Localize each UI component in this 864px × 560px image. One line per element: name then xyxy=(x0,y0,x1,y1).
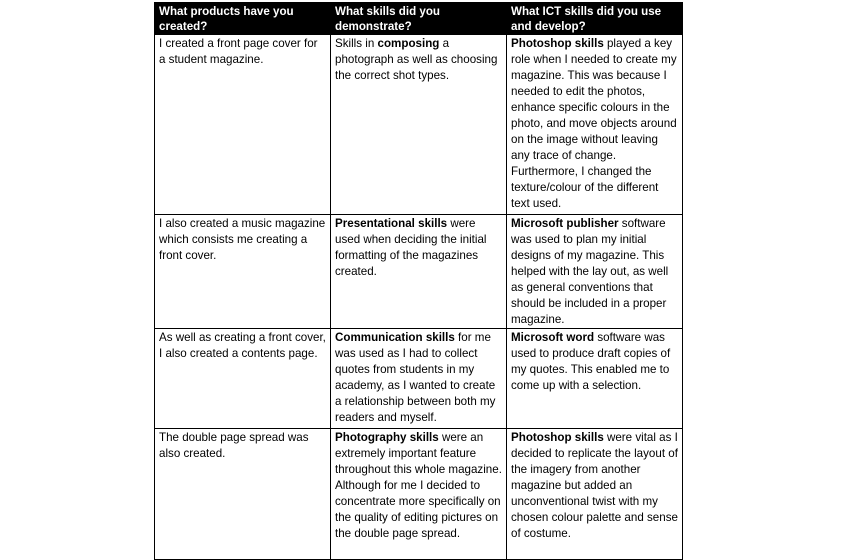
product-cell: As well as creating a front cover, I also created a contents page. xyxy=(155,329,331,429)
skills-cell xyxy=(331,215,507,329)
ict-text: software was used to plan my initial designs of my magazine. This helped with the lay out, as well as general conventions that should be included in a proper magazine. xyxy=(511,217,669,326)
skills-text: for me was used as I had to collect quotes from students in my academy, as I wanted to create a relationship between both my readers and myself. xyxy=(335,331,496,424)
ict-text: played a key role when I needed to create my magazine. This was because I needed to edit the photos, enhance specific colours in the photo, and move objects around on the image without leaving any trace of change. Furthermore, I changed the texture/colour of the different text used. xyxy=(511,37,677,210)
product-cell: I created a front page cover for a student magazine. xyxy=(155,35,331,215)
table-row xyxy=(155,429,683,560)
skills-cell xyxy=(331,35,507,215)
table-row xyxy=(155,35,683,215)
header-row xyxy=(155,3,683,35)
ict-text: were vital as I decided to replicate the layout of the imagery from another magazine but added an unconventional twist with my chosen colour palette and sense of costume. xyxy=(511,431,678,540)
header-products: What products have you created? xyxy=(155,3,331,35)
ict-skill-name: Microsoft word xyxy=(511,331,595,344)
ict-cell xyxy=(507,35,683,215)
ict-cell xyxy=(507,429,683,560)
table-body xyxy=(155,35,683,560)
product-cell: The double page spread was also created. xyxy=(155,429,331,560)
skills-cell xyxy=(331,329,507,429)
skill-name: Photography skills xyxy=(335,431,439,444)
ict-skill-name: Photoshop skills xyxy=(511,431,604,444)
table-row xyxy=(155,329,683,429)
ict-cell xyxy=(507,329,683,429)
ict-skill-name: Microsoft publisher xyxy=(511,217,619,230)
skill-name: composing xyxy=(377,37,440,50)
skills-cell xyxy=(331,429,507,560)
skills-text: were used when deciding the initial formatting of the magazines created. xyxy=(335,217,487,278)
skills-text: were an extremely important feature throughout this whole magazine. Although for me I decided to concentrate more specifically on the quality of editing pictures on the double page spread. xyxy=(335,431,502,540)
skills-table xyxy=(154,2,683,560)
skill-name: Presentational skills xyxy=(335,217,448,230)
header-skills: What skills did you demonstrate? xyxy=(331,3,507,35)
header-ict-skills: What ICT skills did you use and develop? xyxy=(507,3,683,35)
ict-text: software was used to produce draft copies of my quotes. This enabled me to come up with a selection. xyxy=(511,331,671,392)
skills-text: a photograph as well as choosing the correct shot types. xyxy=(335,37,498,82)
table-header xyxy=(155,3,683,35)
table-row xyxy=(155,215,683,329)
skill-name: Communication skills xyxy=(335,331,455,344)
product-cell: I also created a music magazine which consists me creating a front cover. xyxy=(155,215,331,329)
skills-text: Skills in xyxy=(335,37,378,50)
ict-skill-name: Photoshop skills xyxy=(511,37,604,50)
ict-cell xyxy=(507,215,683,329)
